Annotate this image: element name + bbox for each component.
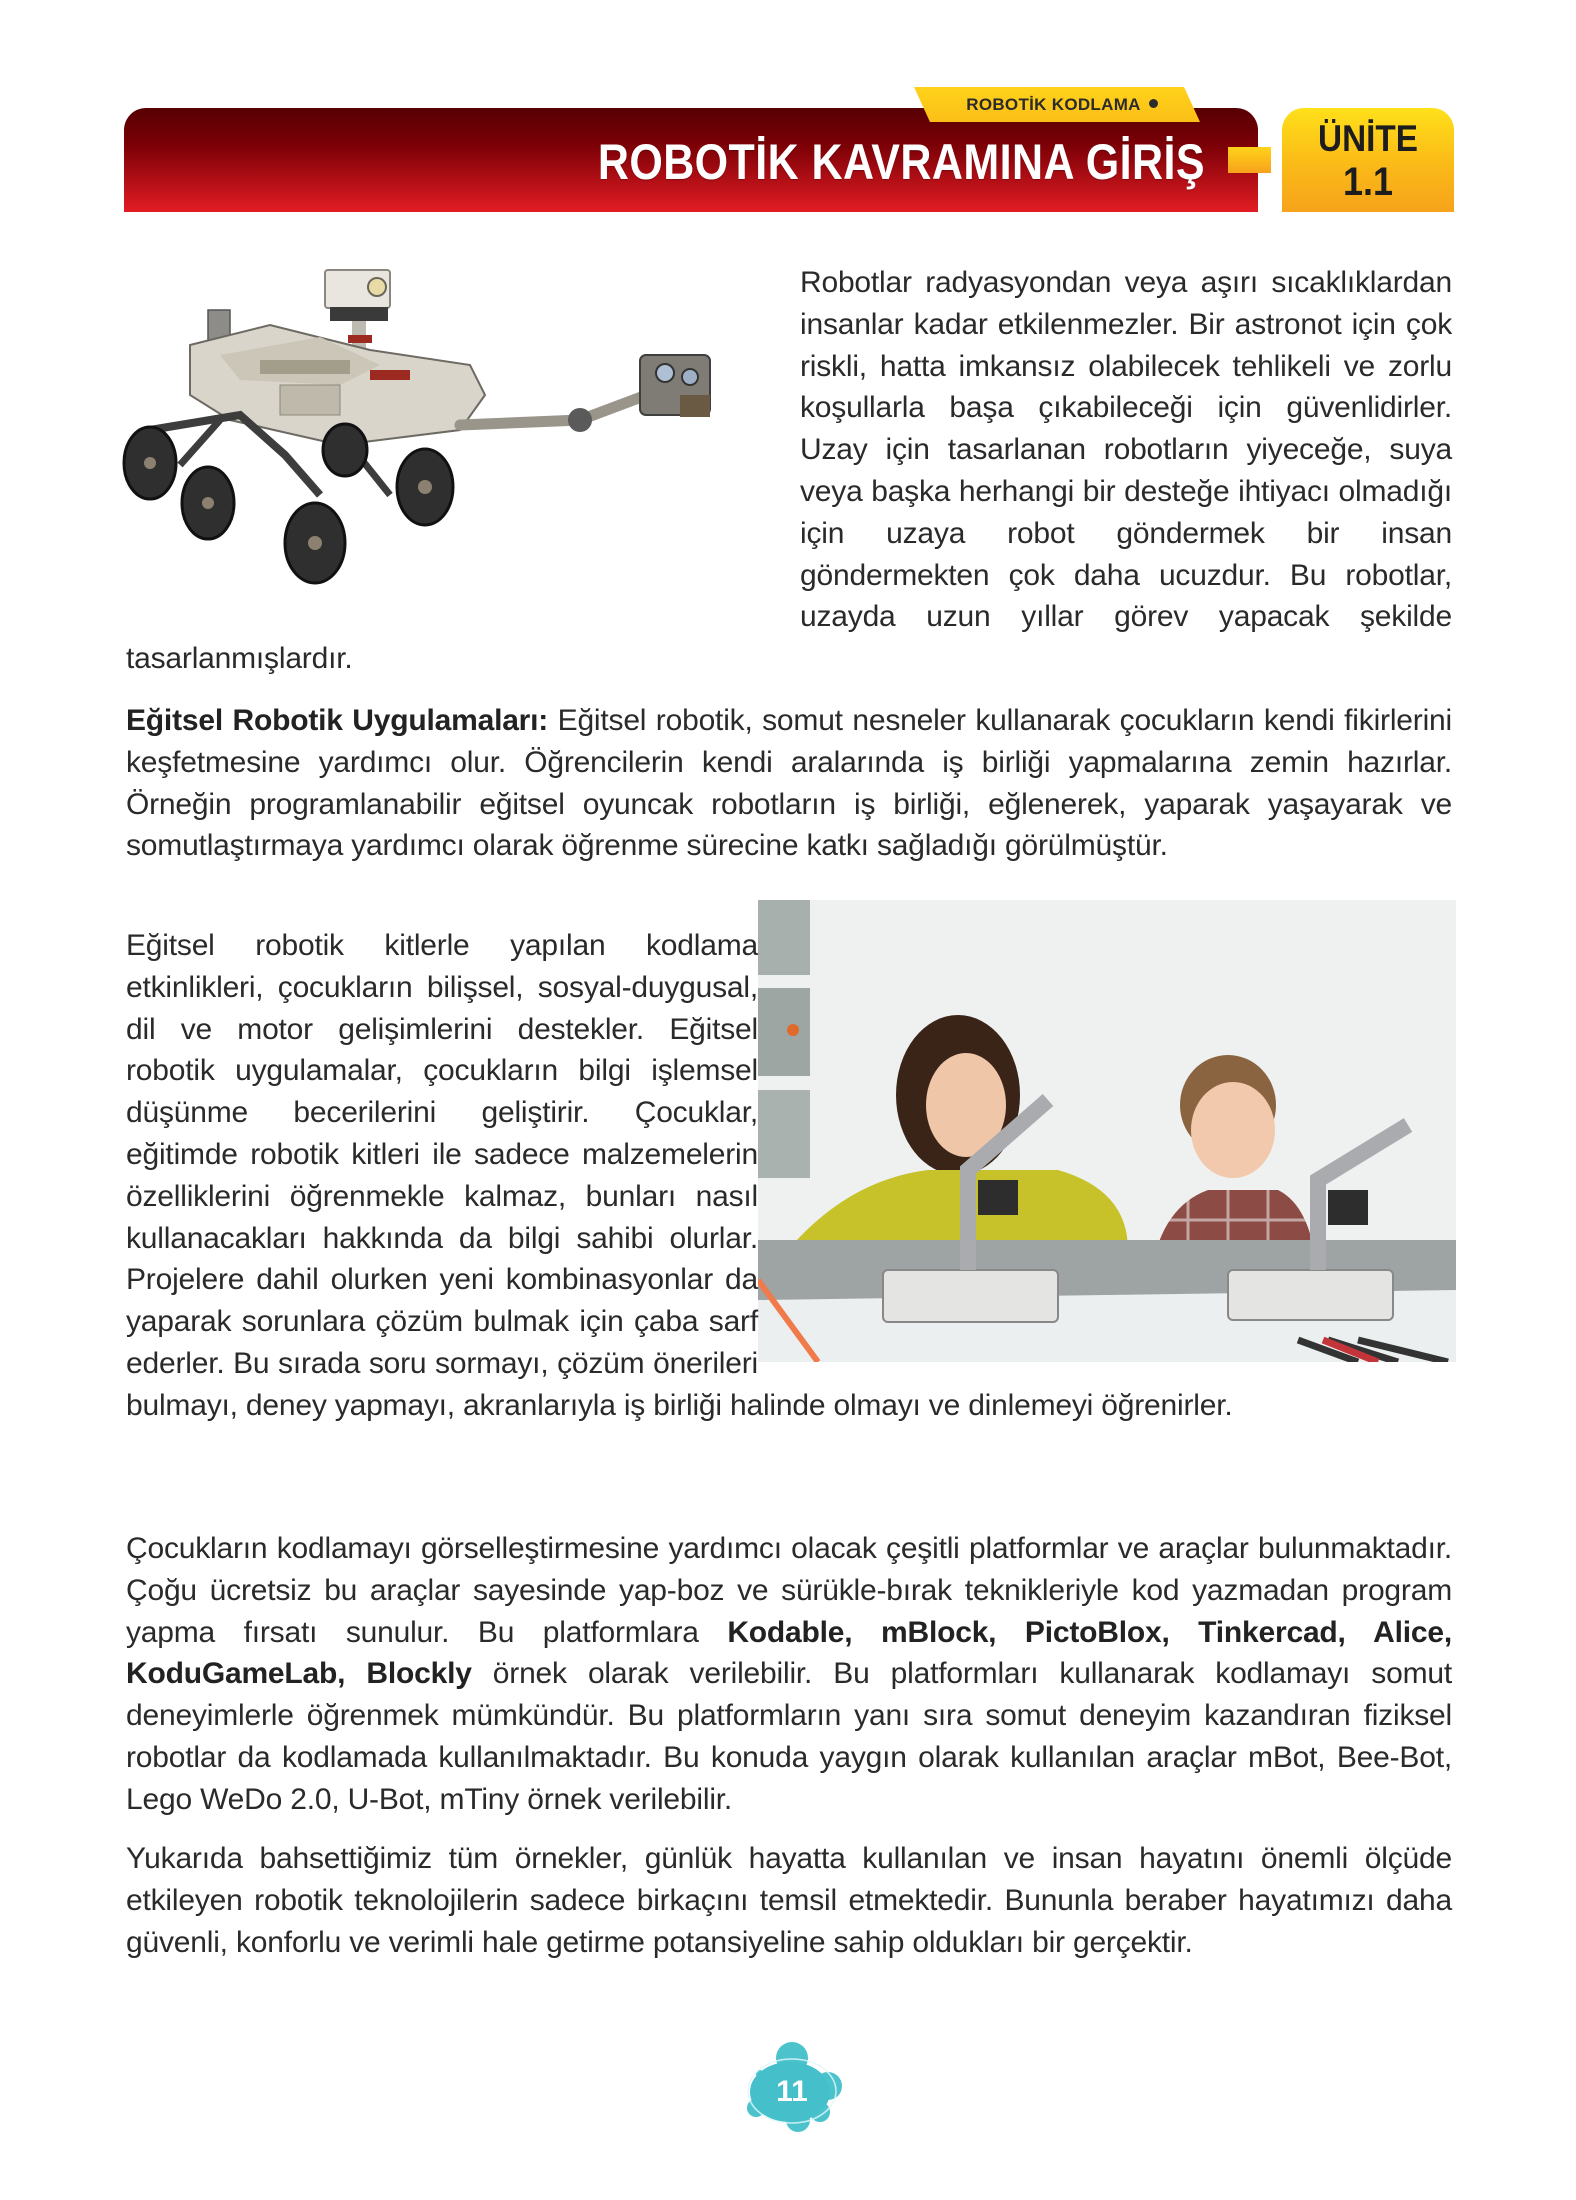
photo-float-spacer bbox=[758, 908, 1452, 1368]
paragraph-space-robots bbox=[126, 262, 1452, 680]
paragraph-text-cont: örnek olarak verilebilir. Bu platformları kullanarak kodlamayı somut deneyimlerle öğrenmek mümkündür. Bu platformların yanı sıra somut deneyim kazandıran fiziksel robotlar da kodlamada kullanılmaktadır. Bu konuda yaygın olarak kullanılan araçlar mBot, Bee-Bot, Lego WeDo 2.0, U-Bot, mTiny örnek verilebilir. bbox=[126, 1657, 1452, 1816]
unit-badge bbox=[1282, 108, 1454, 212]
subject-tab bbox=[914, 87, 1200, 122]
paragraph-text: Eğitsel robotik kitlerle yapılan kodlama etkinlikleri, çocukların bilişsel, sosyal-duygusal, dil ve motor gelişimlerini destekler. Eğitsel robotik uygulamalar, çocukların bilgi işlemsel düşünme becerilerini geliştirir. Çocuklar, eğitimde robotik kitleri ile sadece malzemelerin özelliklerini öğrenmekle kalmaz, bunları nasıl kullanacakları hakkında da bilgi sahibi olurlar. Projelere dahil olurken yeni kombinasyonlar da yaparak sorunlara çözüm bulmak için çaba sarf ederler. Bu sırada soru sormayı, çözüm önerileri bulmayı, deney yapmayı, akranlarıyla iş birliği halinde olmayı ve dinlemeyi öğrenirler. bbox=[126, 929, 1233, 1422]
paragraph-text: Yukarıda bahsettiğimiz tüm örnekler, günlük hayatta kullanılan ve insan hayatını önemli ölçüde etkileyen robotik teknolojilerin sadece birkaçını temsil etmektedir. Bununla beraber hayatımızı daha güvenli, konforlu ve verimli hale getirme potansiyeline sahip oldukları bir gerçektir. bbox=[126, 1842, 1452, 1959]
paragraph-text: Robotlar radyasyondan veya aşırı sıcaklıklardan insanlar kadar etkilenmezler. Bir astronot için çok riskli, hatta imkansız olabilecek tehlikeli ve zorlu koşullarla başa çıkabileceği için güvenlidirler. Uzay için tasarlanan robotların yiyeceğe, suya veya başka herhangi bir desteğe ihtiyacı olmadığı için uzaya robot göndermek bir insan göndermekten çok daha ucuzdur. Bu robotlar, uzayda uzun yıllar görev yapacak şekilde tasarlanmışlardır. bbox=[126, 266, 1452, 676]
section-heading: Eğitsel Robotik Uygulamaları: bbox=[126, 704, 549, 737]
page-title: ROBOTİK KAVRAMINA GİRİŞ bbox=[597, 134, 1205, 190]
rover-float-spacer bbox=[126, 262, 800, 638]
bullet-dot-icon bbox=[1149, 99, 1158, 108]
unit-number: 1.1 bbox=[1342, 160, 1394, 204]
platform-list: Kodable, mBlock, PictoBlox, Tinkercad, Alice, KoduGameLab, Blockly bbox=[126, 1615, 1452, 1691]
paragraph-text: Eğitsel robotik, somut nesneler kullanarak çocukların kendi fikirlerini keşfetmesine yardımcı olur. Öğrencilerin kendi aralarında iş birliği yapmalarına zemin hazırlar. Örneğin programlanabilir eğitsel oyuncak robotların iş birliği, eğlenerek, yaparak yaşayarak ve somutlaştırmaya yardımcı olarak öğrenme sürecine katkı sağladığı görülmüştür. bbox=[126, 704, 1452, 863]
paragraph-robotic-kits bbox=[126, 925, 1452, 1427]
unit-label: ÜNİTE bbox=[1318, 118, 1418, 159]
paragraph-text: Çocukların kodlamayı görselleştirmesine yardımcı olacak çeşitli platformlar ve araçlar bulunmaktadır. Çoğu ücretsiz bu araçlar sayesinde yap-boz ve sürükle-bırak teknikleriyle kod yazmadan program yapma fırsatı sunulur. Bu platformlara bbox=[126, 1532, 1452, 1649]
header-connector bbox=[1228, 147, 1271, 173]
paragraph-coding-platforms bbox=[126, 1528, 1452, 1821]
page-number-badge bbox=[740, 2036, 844, 2136]
paragraph-educational-robotics bbox=[126, 700, 1452, 867]
subject-label: ROBOTİK KODLAMA bbox=[966, 95, 1141, 114]
page-number: 11 bbox=[776, 2075, 808, 2108]
paragraph-conclusion bbox=[126, 1838, 1452, 1963]
